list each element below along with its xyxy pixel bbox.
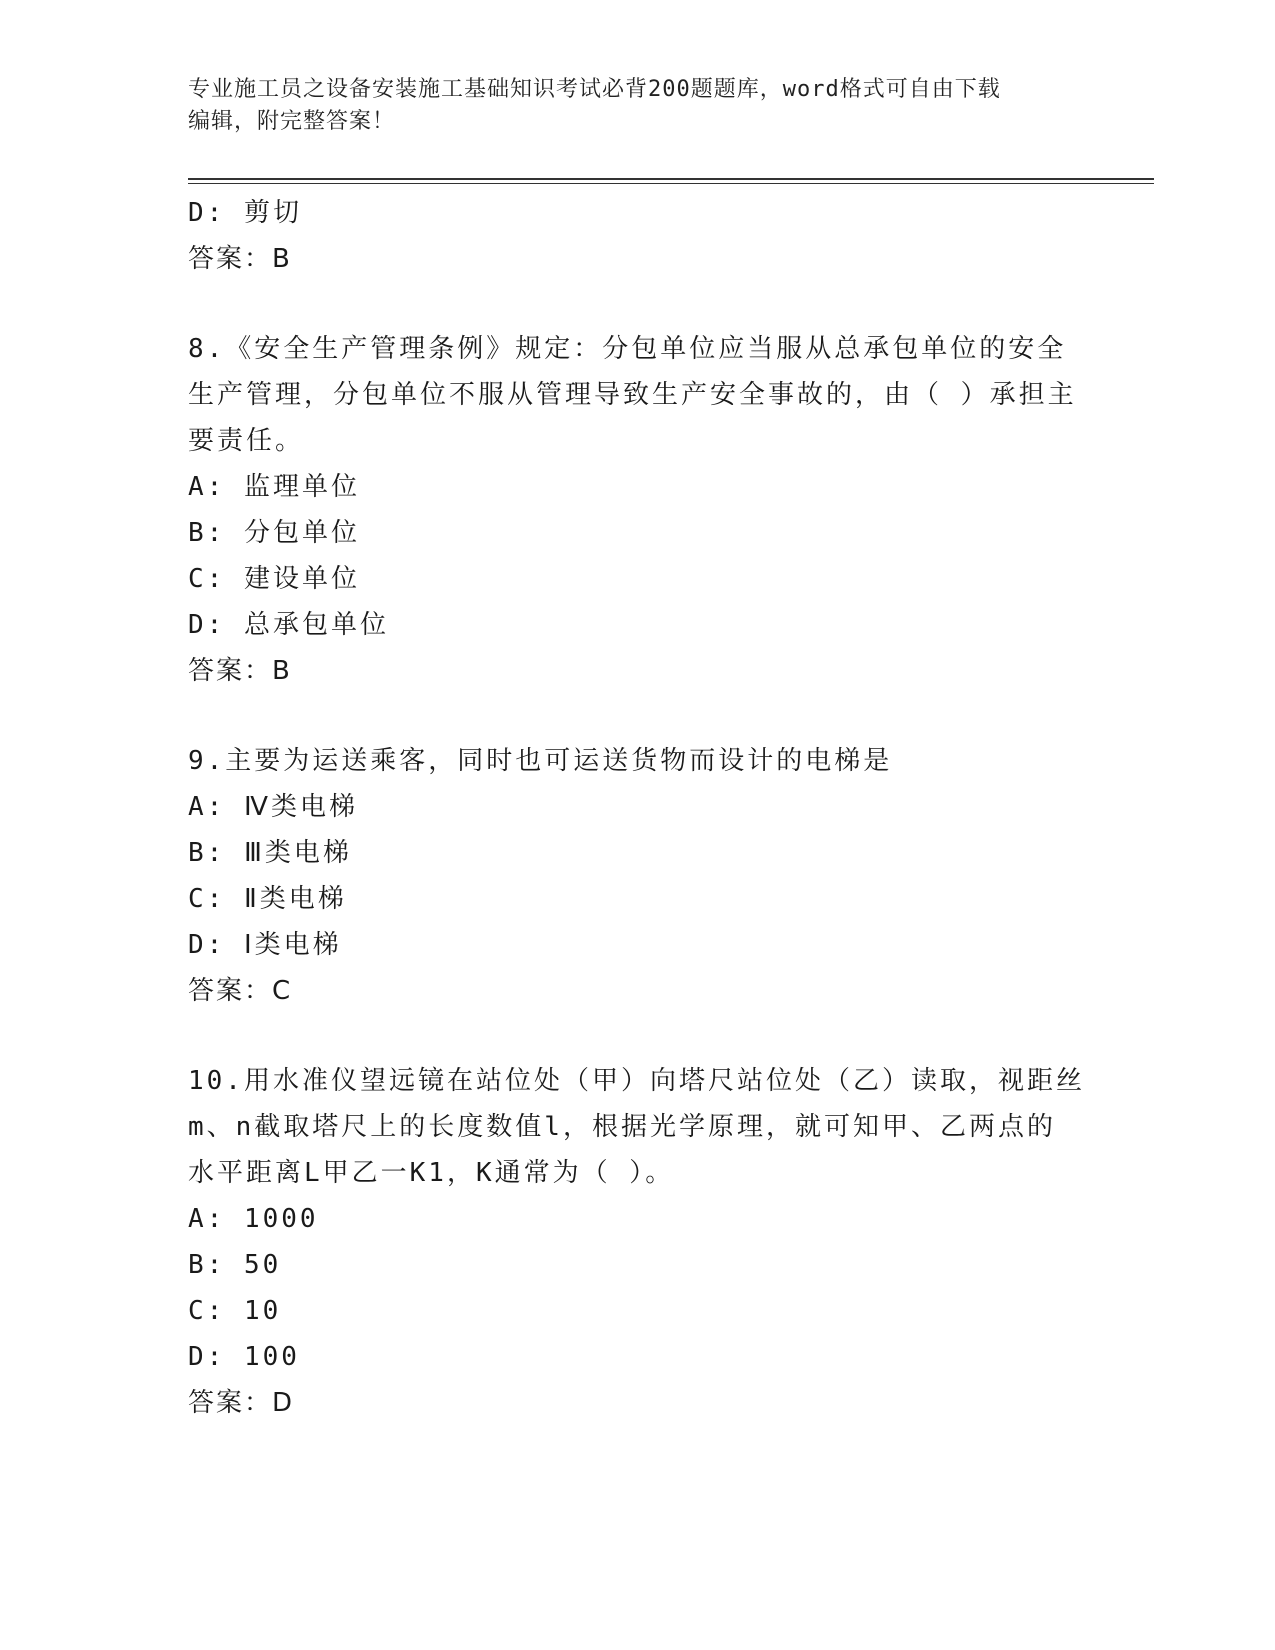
option-a: A: 监理单位: [188, 472, 360, 502]
answer-label: 答案：D: [188, 1388, 295, 1418]
question-text-line: 要责任。: [188, 426, 305, 456]
option-c: C: 建设单位: [188, 564, 360, 594]
document-body: [188, 190, 1088, 1426]
question-text-line: 8.《安全生产管理条例》规定：分包单位应当服从总承包单位的安全: [188, 334, 1067, 364]
answer-label: 答案：B: [188, 244, 292, 274]
question-text-line: m、n截取塔尺上的长度数值l，根据光学原理，就可知甲、乙两点的: [188, 1112, 1056, 1142]
option-d: D: Ⅰ类电梯: [188, 930, 342, 960]
answer-label: 答案：B: [188, 656, 292, 686]
answer-label: 答案：C: [188, 976, 293, 1006]
spacer: [188, 1014, 1088, 1058]
header-title-line-1: 专业施工员之设备安装施工基础知识考试必背200题题库，word格式可自由下载: [188, 77, 1001, 102]
option-a: A: Ⅳ类电梯: [188, 792, 358, 822]
spacer: [188, 694, 1088, 738]
question-text-line: 10.用水准仪望远镜在站位处（甲）向塔尺站位处（乙）读取，视距丝: [188, 1066, 1085, 1096]
header-divider: [188, 178, 1154, 180]
option-c: C: Ⅱ类电梯: [188, 884, 347, 914]
question-8: [188, 326, 1088, 694]
option-b: B: Ⅲ类电梯: [188, 838, 352, 868]
header-divider-thin: [188, 183, 1154, 184]
option-b: B: 50: [188, 1250, 282, 1280]
document-header: [188, 74, 1088, 138]
option-d: D: 总承包单位: [188, 610, 389, 640]
previous-question-tail: [188, 190, 1088, 282]
question-text-line: 水平距离L甲乙一K1，K通常为（ ）。: [188, 1158, 675, 1188]
question-text-line: 9.主要为运送乘客，同时也可运送货物而设计的电梯是: [188, 746, 893, 776]
option-b: B: 分包单位: [188, 518, 360, 548]
question-9: [188, 738, 1088, 1014]
option-d: D: 100: [188, 1342, 300, 1372]
question-10: [188, 1058, 1088, 1426]
option-d: D: 剪切: [188, 198, 302, 228]
question-text-line: 生产管理，分包单位不服从管理导致生产安全事故的，由（ ）承担主: [188, 380, 1077, 410]
header-title-line-2: 编辑，附完整答案！: [188, 109, 396, 134]
spacer: [188, 282, 1088, 326]
option-a: A: 1000: [188, 1204, 319, 1234]
option-c: C: 10: [188, 1296, 282, 1326]
